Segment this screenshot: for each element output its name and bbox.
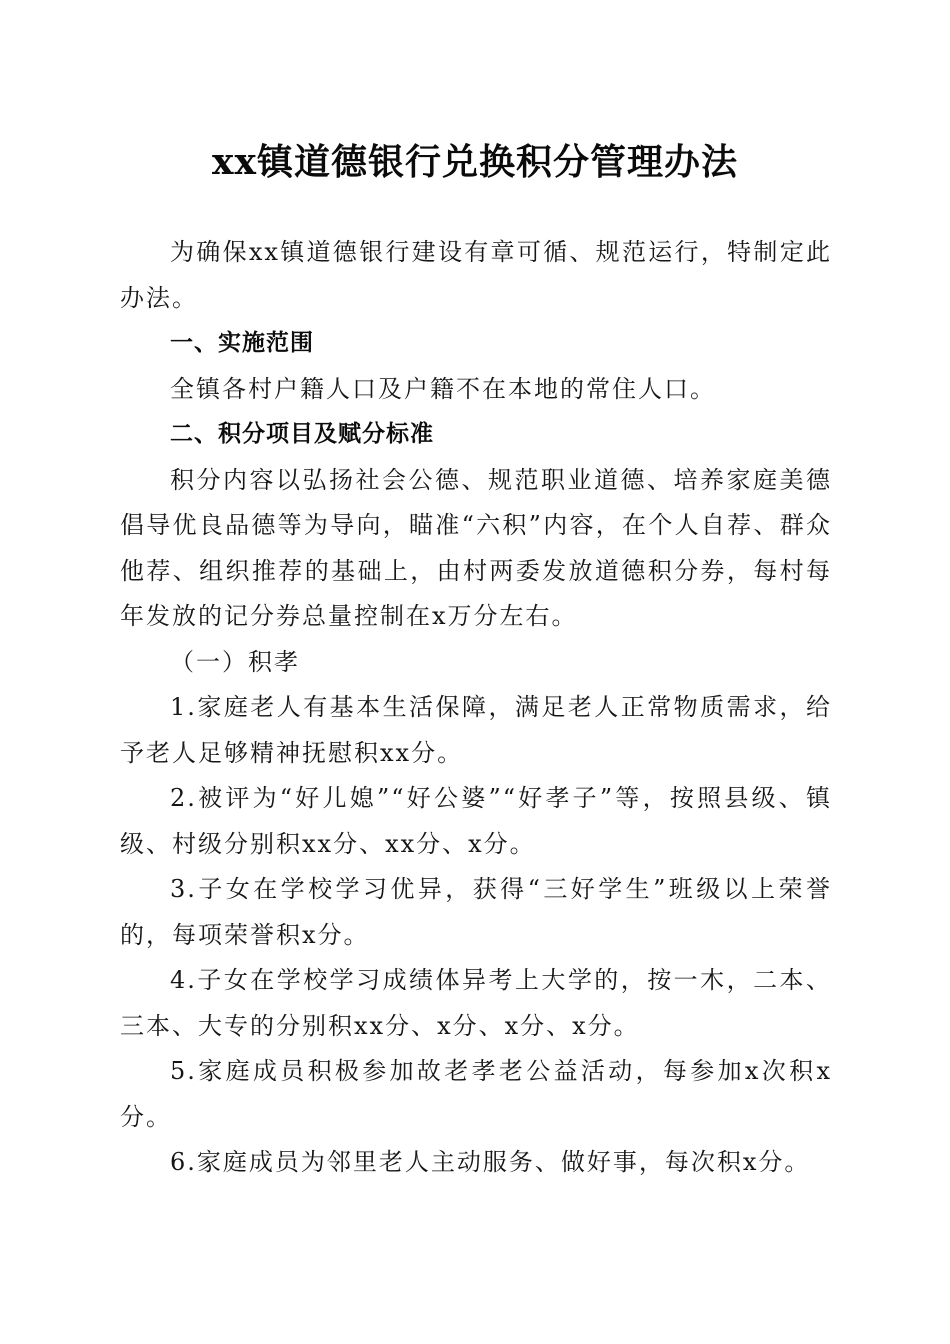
list-item: 2.被评为“好儿媳”“好公婆”“好孝子”等，按照县级、镇级、村级分别积xx分、xx分、x分。 <box>120 784 832 858</box>
intro-paragraph: 为确保xx镇道德银行建设有章可循、规范运行，特制定此办法。 <box>120 238 832 312</box>
section-heading-scope: 一、实施范围 <box>170 330 314 356</box>
scope-paragraph: 全镇各村户籍人口及户籍不在本地的常住人口。 <box>170 374 716 403</box>
list-item: 3.子女在学校学习优异，获得“三好学生”班级以上荣誉的，每项荣誉积x分。 <box>120 875 832 949</box>
list-item: 1.家庭老人有基本生活保障，满足老人正常物质需求，给予老人足够精神抚慰积xx分。 <box>120 693 832 767</box>
points-paragraph: 积分内容以弘扬社会公德、规范职业道德、培养家庭美德倡导优良品德等为导向，瞄准“六积”内容，在个人自荐、群众他荐、组织推荐的基础上，由村两委发放道德积分券，每村每年发放的记分券总量控制在x万分左右。 <box>120 465 832 630</box>
document-title: xx镇道德银行兑换积分管理办法 <box>212 141 738 183</box>
section-heading-points: 二、积分项目及赋分标准 <box>170 421 434 447</box>
list-item: 4.子女在学校学习成绩体异考上大学的，按一木，二本、三本、大专的分别积xx分、x分、x分、x分。 <box>120 966 832 1040</box>
list-item: 6.家庭成员为邻里老人主动服务、做好事，每次积x分。 <box>170 1148 811 1176</box>
list-item: 5.家庭成员积极参加故老孝老公益活动，每参加x次积x分。 <box>120 1057 832 1131</box>
document-body <box>120 230 832 1186</box>
subsection-heading-filial: （一）积孝 <box>170 647 300 676</box>
